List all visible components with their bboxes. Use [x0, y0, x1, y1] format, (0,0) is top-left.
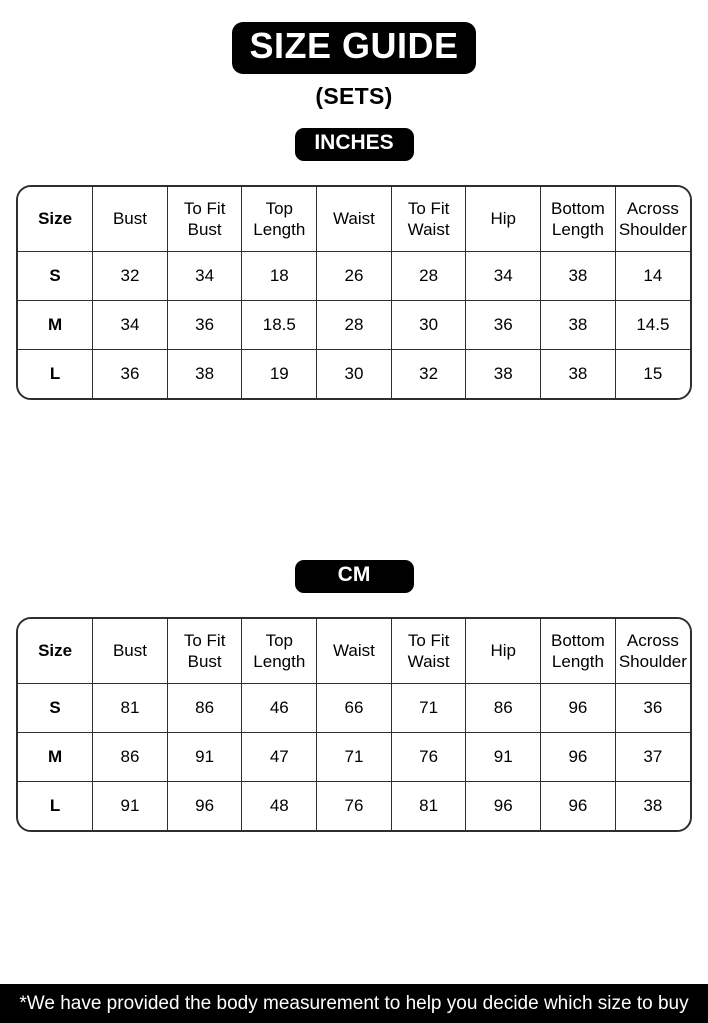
- value-cell: 86: [93, 733, 168, 782]
- table-row: [18, 782, 690, 831]
- size-cell: S: [18, 252, 93, 301]
- size-cell: L: [18, 350, 93, 399]
- value-cell: 36: [93, 350, 168, 399]
- value-cell: 28: [391, 252, 466, 301]
- value-cell: 34: [93, 301, 168, 350]
- header-cell: Waist: [317, 619, 392, 684]
- header-cell: Top Length: [242, 619, 317, 684]
- value-cell: 30: [317, 350, 392, 399]
- value-cell: 38: [615, 782, 690, 831]
- page-title: SIZE GUIDE: [232, 22, 475, 74]
- value-cell: 81: [391, 782, 466, 831]
- value-cell: 96: [466, 782, 541, 831]
- value-cell: 47: [242, 733, 317, 782]
- header-cell: To Fit Bust: [167, 619, 242, 684]
- value-cell: 36: [466, 301, 541, 350]
- header-row: [18, 619, 690, 684]
- value-cell: 14.5: [615, 301, 690, 350]
- value-cell: 38: [541, 301, 616, 350]
- cm-table: [16, 617, 692, 832]
- value-cell: 32: [391, 350, 466, 399]
- value-cell: 32: [93, 252, 168, 301]
- page-subtitle: (SETS): [315, 83, 393, 109]
- header-cell: Hip: [466, 619, 541, 684]
- value-cell: 96: [541, 782, 616, 831]
- header-cell: Hip: [466, 187, 541, 252]
- value-cell: 71: [317, 733, 392, 782]
- value-cell: 91: [466, 733, 541, 782]
- value-cell: 86: [167, 684, 242, 733]
- cm-badge: CM: [295, 560, 414, 593]
- value-cell: 76: [317, 782, 392, 831]
- value-cell: 76: [391, 733, 466, 782]
- value-cell: 86: [466, 684, 541, 733]
- header-cell: Bottom Length: [541, 187, 616, 252]
- header-cell: Size: [18, 187, 93, 252]
- header-cell: Across Shoulder: [615, 187, 690, 252]
- value-cell: 38: [541, 350, 616, 399]
- header-cell: Waist: [317, 187, 392, 252]
- header-cell: To Fit Waist: [391, 619, 466, 684]
- footnote-text: *We have provided the body measurement to help you decide which size to buy: [19, 992, 689, 1014]
- value-cell: 48: [242, 782, 317, 831]
- table-row: [18, 301, 690, 350]
- value-cell: 96: [541, 684, 616, 733]
- size-cell: S: [18, 684, 93, 733]
- inches-badge: INCHES: [295, 128, 414, 161]
- value-cell: 38: [541, 252, 616, 301]
- header-cell: To Fit Waist: [391, 187, 466, 252]
- value-cell: 38: [466, 350, 541, 399]
- header-cell: Bust: [93, 619, 168, 684]
- value-cell: 15: [615, 350, 690, 399]
- value-cell: 66: [317, 684, 392, 733]
- value-cell: 36: [615, 684, 690, 733]
- value-cell: 18: [242, 252, 317, 301]
- header-cell: Across Shoulder: [615, 619, 690, 684]
- header-cell: Size: [18, 619, 93, 684]
- size-cell: M: [18, 301, 93, 350]
- value-cell: 71: [391, 684, 466, 733]
- value-cell: 18.5: [242, 301, 317, 350]
- value-cell: 26: [317, 252, 392, 301]
- value-cell: 37: [615, 733, 690, 782]
- table-row: [18, 733, 690, 782]
- value-cell: 91: [167, 733, 242, 782]
- value-cell: 91: [93, 782, 168, 831]
- table-row: [18, 684, 690, 733]
- value-cell: 30: [391, 301, 466, 350]
- value-cell: 81: [93, 684, 168, 733]
- header-cell: To Fit Bust: [167, 187, 242, 252]
- value-cell: 14: [615, 252, 690, 301]
- header-row: [18, 187, 690, 252]
- value-cell: 19: [242, 350, 317, 399]
- value-cell: 34: [167, 252, 242, 301]
- value-cell: 34: [466, 252, 541, 301]
- value-cell: 28: [317, 301, 392, 350]
- table-row: [18, 350, 690, 399]
- size-cell: M: [18, 733, 93, 782]
- size-cell: L: [18, 782, 93, 831]
- value-cell: 96: [167, 782, 242, 831]
- table-row: [18, 252, 690, 301]
- value-cell: 36: [167, 301, 242, 350]
- value-cell: 38: [167, 350, 242, 399]
- inches-table: [16, 185, 692, 400]
- header-cell: Top Length: [242, 187, 317, 252]
- header-cell: Bottom Length: [541, 619, 616, 684]
- value-cell: 46: [242, 684, 317, 733]
- header-cell: Bust: [93, 187, 168, 252]
- footnote-bar: [0, 984, 708, 1023]
- value-cell: 96: [541, 733, 616, 782]
